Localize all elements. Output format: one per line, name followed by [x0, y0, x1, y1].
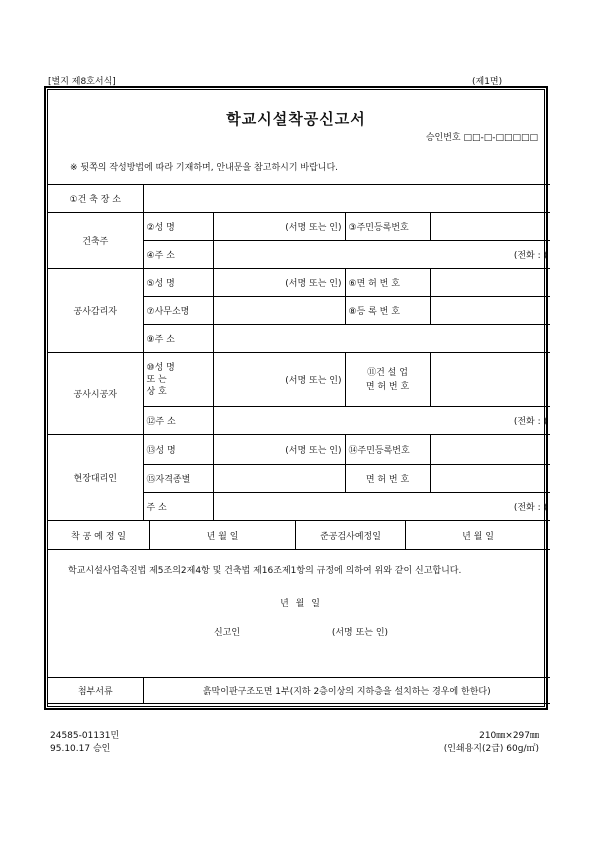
footer-left: [50, 730, 119, 756]
supervisor-reg-label: ⑧등 록 번 호: [345, 297, 430, 325]
contractor-name-label-2: 또 는: [146, 374, 167, 385]
owner-sign[interactable]: (서명 또는 인): [213, 213, 345, 241]
contractor-group-label: 공사시공자: [48, 353, 143, 435]
schedule-row: [48, 521, 550, 549]
approval-date: 95.10.17 승인: [50, 744, 111, 754]
reporter-line: [68, 626, 534, 641]
form-title: 학교시설착공신고서: [226, 110, 366, 128]
footer-right: [444, 730, 539, 756]
declaration-text: 학교시설사업촉진법 제5조의2제4항 및 건축법 제16조제1항의 규정에 의하여 위와 같이 신고합니다.: [68, 566, 462, 576]
instruction-note: ※ 뒷쪽의 작성방법에 따라 기재하며, 안내문을 참고하시기 바랍니다.: [70, 163, 339, 173]
supervisor-office-label: ⑦사무소명: [143, 297, 213, 325]
owner-name-label: ②성 명: [143, 213, 213, 241]
supervisor-license-field[interactable]: [430, 269, 550, 297]
owner-group-label: 건축주: [48, 213, 143, 269]
owner-addr-field[interactable]: (전화 : ): [213, 241, 550, 269]
declaration-block: [48, 550, 550, 678]
contractor-name-label: [143, 353, 213, 407]
contractor-name-label-1: ⑩성 명: [146, 362, 175, 373]
owner-id-label: ③주민등록번호: [345, 213, 430, 241]
contractor-license-label-2: 면 허 번 호: [365, 381, 410, 392]
supervisor-addr-label: ⑨주 소: [143, 325, 213, 353]
supervisor-office-field[interactable]: [213, 297, 345, 325]
contractor-sign[interactable]: (서명 또는 인): [213, 353, 345, 407]
form-inner-border: [47, 89, 545, 707]
report-form: [44, 86, 548, 710]
reporter-sign[interactable]: (서명 또는 인): [331, 628, 389, 638]
contractor-license-field[interactable]: [430, 353, 550, 407]
agent-name-label: ⑬성 명: [143, 435, 213, 465]
site-label: ①건 축 장 소: [48, 185, 143, 213]
declaration-date[interactable]: 년 월 일: [280, 599, 322, 609]
contractor-addr-field[interactable]: (전화 : ): [213, 407, 550, 435]
supervisor-sign[interactable]: (서명 또는 인): [213, 269, 345, 297]
site-field[interactable]: [143, 185, 550, 213]
supervisor-addr-field[interactable]: [213, 325, 550, 353]
inspect-date-label: 준공검사예정일: [296, 521, 406, 549]
attachment-label: 첨부서류: [48, 678, 143, 704]
form-code: 24585-01131민: [50, 731, 120, 741]
agent-id-field[interactable]: [430, 435, 550, 465]
contractor-license-label-1: ⑪건 설 업: [367, 367, 408, 378]
reporter-label: 신고인: [213, 628, 241, 638]
attachment-text: 흙막이판구조도면 1부(지하 2층이상의 지하층을 설치하는 경우에 한한다): [143, 678, 550, 704]
agent-id-label: ⑭주민등록번호: [345, 435, 430, 465]
start-date-field[interactable]: 년 월 일: [150, 521, 296, 549]
agent-cert-field[interactable]: [213, 465, 345, 493]
owner-addr-label: ④주 소: [143, 241, 213, 269]
report-table: [48, 184, 550, 704]
form-number: [별지 제8호서식]: [48, 77, 116, 87]
start-date-label: 착 공 예 정 일: [48, 521, 150, 549]
page-label: (제1면): [472, 77, 503, 87]
supervisor-reg-field[interactable]: [430, 297, 550, 325]
owner-id-field[interactable]: [430, 213, 550, 241]
agent-license-label: 면 허 번 호: [345, 465, 430, 493]
agent-addr-label: 주 소: [143, 493, 213, 521]
agent-cert-label: ⑮자격종별: [143, 465, 213, 493]
supervisor-group-label: 공사감리자: [48, 269, 143, 353]
agent-sign[interactable]: (서명 또는 인): [213, 435, 345, 465]
supervisor-name-label: ⑤성 명: [143, 269, 213, 297]
agent-license-field[interactable]: [430, 465, 550, 493]
approval-number: 승인번호 □□-□-□□□□□: [425, 133, 538, 143]
inspect-date-field[interactable]: 년 월 일: [462, 531, 494, 542]
paper-size: 210㎜×297㎜: [479, 731, 539, 741]
paper-spec: (인쇄용지(2급) 60g/㎡): [443, 744, 539, 754]
contractor-license-label: [345, 353, 430, 407]
agent-addr-field[interactable]: (전화 : ): [213, 493, 550, 521]
agent-group-label: 현장대리인: [48, 435, 143, 521]
contractor-addr-label: ⑫주 소: [143, 407, 213, 435]
supervisor-license-label: ⑥면 허 번 호: [345, 269, 430, 297]
contractor-name-label-3: 상 호: [146, 386, 167, 397]
